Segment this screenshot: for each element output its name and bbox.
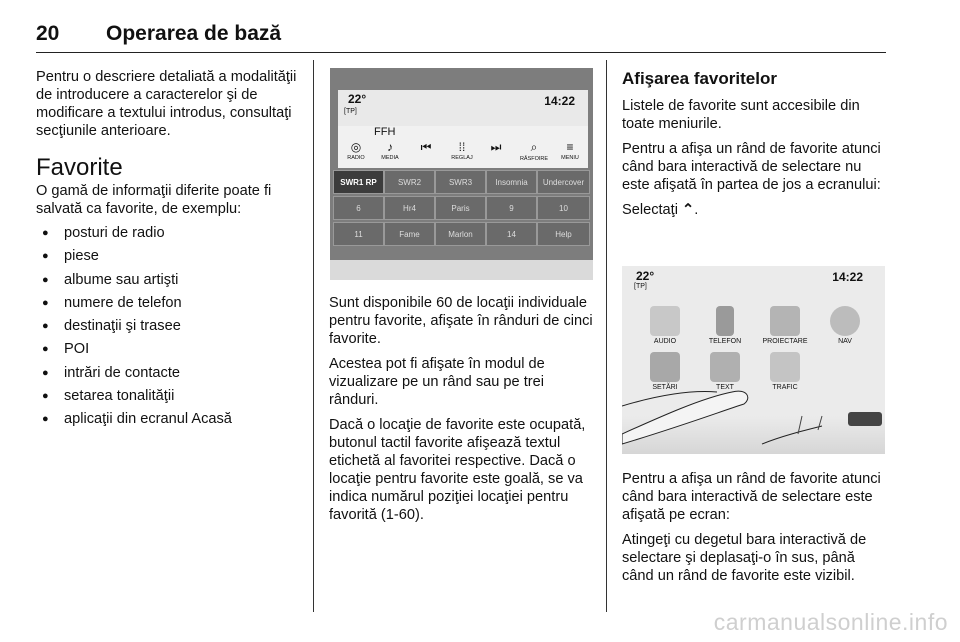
- tune-button[interactable]: ⁞⁞ REGLAJ: [451, 140, 473, 161]
- search-icon: ⌕: [530, 140, 538, 154]
- station-name: FFH: [374, 126, 396, 138]
- favorite-button[interactable]: Insomnia: [486, 170, 537, 194]
- menu-button[interactable]: ≡ MENIU: [561, 140, 579, 161]
- list-item: ● setarea tonalităţii: [36, 385, 301, 408]
- finger-swipe-illustration: [622, 266, 885, 454]
- tuner-icon: ⁞⁞: [458, 140, 466, 154]
- column-divider-right: [606, 60, 607, 612]
- favorite-button[interactable]: 6: [333, 196, 384, 220]
- select-instruction: [622, 201, 888, 219]
- left-column: [36, 68, 301, 432]
- select-period: .: [694, 202, 699, 218]
- skip-forward-icon: ⏭: [490, 140, 502, 154]
- list-item: ● destinaţii şi trasee: [36, 315, 301, 338]
- clock-readout: 14:22: [832, 270, 863, 284]
- audio-app[interactable]: AUDIO: [640, 306, 690, 345]
- favorite-button[interactable]: Paris: [435, 196, 486, 220]
- favorite-button[interactable]: Fame: [384, 222, 435, 246]
- right-column-lower-text: [622, 470, 888, 592]
- favorite-button[interactable]: 9: [486, 196, 537, 220]
- music-note-icon: ♪: [387, 140, 393, 154]
- temperature-readout: 22°: [348, 92, 367, 106]
- favorites-access-paragraph: Listele de favorite sunt accesibile din toate meniurile.: [622, 98, 860, 132]
- favorites-screen-image: [330, 68, 593, 280]
- text-app[interactable]: TEXT: [700, 352, 750, 391]
- favorite-button[interactable]: SWR1 RP: [333, 170, 384, 194]
- next-track-button[interactable]: [476, 140, 516, 156]
- radio-button[interactable]: ◎ RADIO: [347, 140, 365, 161]
- show-row-hidden-bar-paragraph: Pentru a afişa un rând de favorite atunci când bara interactivă de selectare nu este afişată în partea de jos a ecranului:: [622, 141, 881, 193]
- tp-indicator: [TP]: [634, 283, 647, 290]
- screen-bezel-bottom: [330, 260, 593, 280]
- select-label: Selectaţi: [622, 202, 678, 218]
- favorite-slot-paragraph: Dacă o locaţie de favorite este ocupată, butonul tactil favorite afişează textul etichetă al favoritei respective. Dacă o locaţie pentru favorite este goală, se va indica numărul poziţiei locaţiei pentru favorită (1-60).: [329, 417, 586, 523]
- list-item: ● aplicaţii din ecranul Acasă: [36, 408, 301, 431]
- temperature-readout: 22°: [636, 269, 655, 283]
- middle-column-text: [329, 294, 594, 531]
- favorites-count-paragraph: Sunt disponibile 60 de locaţii individuale pentru favorite, afişate în rânduri de cinci favorite.: [329, 295, 593, 347]
- list-item: ● POI: [36, 338, 301, 361]
- settings-app[interactable]: SETĂRI: [640, 352, 690, 391]
- favorite-button[interactable]: Marlon: [435, 222, 486, 246]
- menu-icon: ≡: [566, 140, 574, 154]
- section-heading-favorite: Favorite: [36, 154, 123, 181]
- media-button[interactable]: ♪ MEDIA: [381, 140, 399, 161]
- favorite-examples-list: [36, 222, 301, 432]
- projection-app[interactable]: PROIECTARE: [760, 306, 810, 345]
- chevron-up-icon: ⌃: [682, 202, 695, 218]
- favorite-button[interactable]: SWR3: [435, 170, 486, 194]
- previous-track-button[interactable]: [406, 140, 446, 156]
- swipe-instruction-paragraph: Atingeţi cu degetul bara interactivă de selectare şi deplasaţi-o în sus, până când un rând de favorite este vizibil.: [622, 532, 867, 584]
- section-heading-show-favorites: Afişarea favoritelor: [622, 69, 777, 88]
- tp-indicator: [TP]: [344, 108, 357, 115]
- traffic-app[interactable]: TRAFIC: [760, 352, 810, 391]
- right-column-text: [622, 68, 888, 226]
- column-divider-left: [313, 60, 314, 612]
- view-mode-paragraph: Acestea pot fi afişate în modul de vizualizare pe un rând sau pe trei rânduri.: [329, 356, 545, 408]
- favorite-button[interactable]: 10: [537, 196, 590, 220]
- page-number: 20: [36, 22, 60, 45]
- clock-readout: 14:22: [544, 94, 575, 108]
- favorite-button[interactable]: 14: [486, 222, 537, 246]
- favorite-button[interactable]: SWR2: [384, 170, 435, 194]
- nav-app[interactable]: NAV: [820, 306, 870, 345]
- favorite-button[interactable]: Help: [537, 222, 590, 246]
- phone-app[interactable]: TELEFON: [700, 306, 750, 345]
- home-screen-image: [622, 266, 885, 454]
- watermark: carmanualsonline.info: [713, 609, 948, 635]
- favorite-lead: O gamă de informaţii diferite poate fi salvată ca favorite, de exemplu:: [36, 183, 272, 217]
- show-row-visible-bar-paragraph: Pentru a afişa un rând de favorite atunci când bara interactivă de selectare este afişată pe ecran:: [622, 471, 881, 523]
- list-item: ● numere de telefon: [36, 292, 301, 315]
- list-item: ● piese: [36, 245, 301, 268]
- browse-button[interactable]: ⌕ RĂSFOIRE: [519, 140, 549, 162]
- list-item: ● albume sau artişti: [36, 269, 301, 292]
- list-item: ● posturi de radio: [36, 222, 301, 245]
- radio-icon: ◎: [350, 140, 362, 154]
- intro-paragraph: Pentru o descriere detaliată a modalităţii de introducere a caracterelor şi de modificare a textului introdus, consultaţi secţiunile anterioare.: [36, 69, 297, 139]
- header-rule: [36, 52, 886, 53]
- favorite-button[interactable]: Undercover: [537, 170, 590, 194]
- favorite-button[interactable]: Hr4: [384, 196, 435, 220]
- skip-back-icon: ⏮: [420, 140, 432, 154]
- list-item: ● intrări de contacte: [36, 362, 301, 385]
- page-title: Operarea de bază: [106, 22, 282, 45]
- favorite-button[interactable]: 11: [333, 222, 384, 246]
